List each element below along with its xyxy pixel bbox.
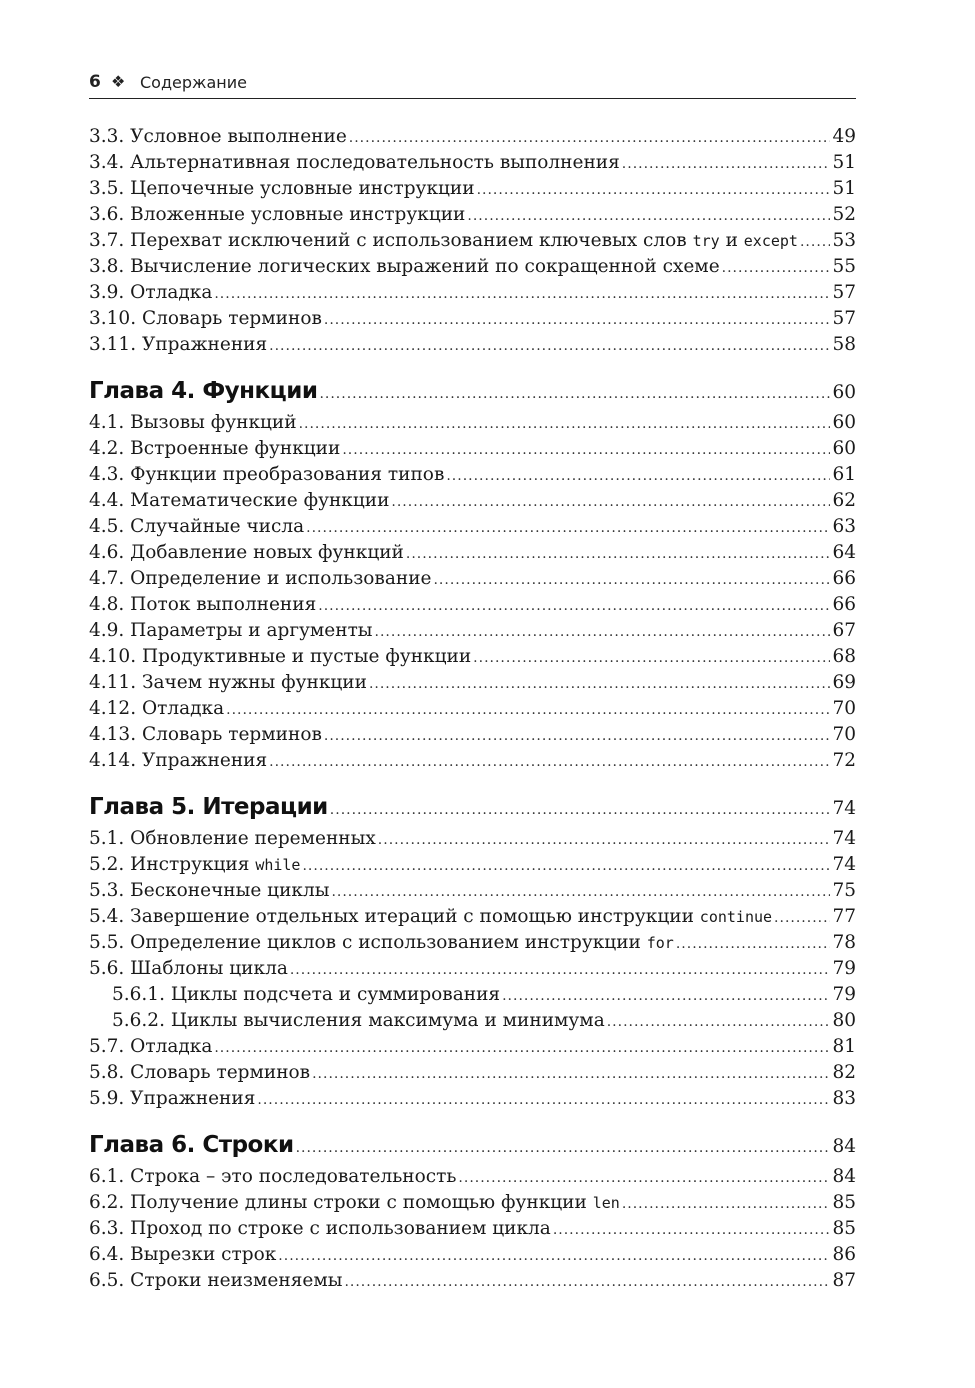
toc-entry-title	[89, 202, 465, 228]
toc-chapter-heading	[89, 792, 856, 822]
toc-title-text: 4.14. Упражнения	[89, 750, 268, 771]
toc-page-number: 79	[832, 984, 856, 1005]
toc-subentry	[89, 982, 856, 1008]
toc-page-number: 74	[832, 828, 856, 849]
toc-entry-title	[89, 644, 471, 670]
dot-leader	[312, 1061, 830, 1087]
dot-leader	[722, 255, 831, 281]
toc-title-text: 5.2. Инструкция	[89, 854, 256, 875]
toc-entry	[89, 514, 856, 540]
dot-leader	[290, 957, 831, 983]
toc-entry-title	[89, 696, 224, 722]
dot-leader	[214, 281, 830, 307]
toc-page-number: 62	[832, 490, 856, 511]
toc-entry	[89, 228, 856, 254]
toc-entry-title	[89, 376, 317, 406]
toc-entry-title	[89, 1164, 456, 1190]
ornament-icon: ❖	[111, 72, 126, 91]
toc-code-keyword: except	[743, 232, 798, 250]
toc-entry-title	[89, 228, 798, 254]
toc-page-number: 61	[832, 464, 856, 485]
toc-entry-title	[89, 514, 304, 540]
toc-entry	[89, 488, 856, 514]
toc-entry-title	[89, 254, 720, 280]
toc-page-number: 51	[832, 152, 856, 173]
toc-entry	[89, 956, 856, 982]
toc-page-number: 87	[832, 1270, 856, 1291]
toc-title-text: 5.9. Упражнения	[89, 1088, 256, 1109]
toc-title-text: 4.11. Зачем нужны функции	[89, 672, 367, 693]
toc-title-text: 3.6. Вложенные условные инструкции	[89, 204, 466, 225]
dot-leader	[553, 1217, 831, 1243]
toc-entry-title	[89, 748, 267, 774]
toc-title-text: 5.1. Обновление переменных	[89, 828, 376, 849]
dot-leader	[299, 411, 831, 437]
toc-entry	[89, 124, 856, 150]
toc-entry-title	[89, 332, 267, 358]
toc-page-number: 55	[832, 256, 856, 277]
dot-leader	[433, 567, 830, 593]
dot-leader	[774, 905, 830, 931]
toc-entry-title	[112, 982, 500, 1008]
toc-entry	[89, 826, 856, 852]
toc-entry	[89, 722, 856, 748]
dot-leader	[378, 827, 831, 853]
toc-entry	[89, 618, 856, 644]
toc-entry-title	[89, 592, 316, 618]
toc-entry	[89, 540, 856, 566]
toc-page-number: 52	[832, 204, 856, 225]
toc-page-number: 74	[832, 854, 856, 875]
toc-page-number: 68	[832, 646, 856, 667]
toc-entry	[89, 748, 856, 774]
toc-title-text: 6.2. Получение длины строки с помощью функции	[89, 1192, 593, 1213]
toc-page-number: 78	[832, 932, 856, 953]
toc-entry-title	[89, 566, 431, 592]
toc-page-number: 60	[832, 382, 856, 403]
toc-page-number: 49	[832, 126, 856, 147]
toc-entry	[89, 176, 856, 202]
toc-entry-title	[89, 722, 322, 748]
toc-title-text: 5.8. Словарь терминов	[89, 1062, 311, 1083]
toc-page-number: 84	[832, 1136, 856, 1157]
toc-page-number: 70	[832, 724, 856, 745]
table-of-contents	[89, 124, 856, 1294]
dot-leader	[342, 437, 830, 463]
toc-title-text: 4.3. Функции преобразования типов	[89, 464, 445, 485]
toc-entry-title	[89, 124, 347, 150]
toc-page-number: 82	[832, 1062, 856, 1083]
section-title: Содержание	[140, 73, 247, 92]
toc-page-number: 60	[832, 412, 856, 433]
toc-title-text: 5.6.2. Циклы вычисления максимума и минимума	[112, 1010, 605, 1031]
toc-entry-title	[89, 306, 322, 332]
toc-entry-title	[89, 1242, 276, 1268]
toc-entry-title	[89, 878, 329, 904]
toc-title-text: 4.1. Вызовы функций	[89, 412, 297, 433]
toc-entry-title	[89, 792, 328, 822]
dot-leader	[269, 749, 830, 775]
toc-entry	[89, 280, 856, 306]
dot-leader	[391, 489, 830, 515]
toc-title-text: 4.10. Продуктивные и пустые функции	[89, 646, 472, 667]
dot-leader	[226, 697, 830, 723]
toc-entry-title	[89, 852, 300, 878]
toc-title-text: 4.7. Определение и использование	[89, 568, 432, 589]
toc-page-number: 77	[832, 906, 856, 927]
toc-entry	[89, 332, 856, 358]
toc-page-number: 57	[832, 308, 856, 329]
dot-leader	[467, 203, 830, 229]
toc-title-text: Глава 4. Функции	[89, 378, 318, 404]
toc-code-keyword: for	[646, 934, 674, 952]
dot-leader	[446, 463, 830, 489]
dot-leader	[458, 1165, 830, 1191]
toc-entry	[89, 1190, 856, 1216]
toc-page-number: 83	[832, 1088, 856, 1109]
toc-title-text: 3.5. Цепочечные условные инструкции	[89, 178, 475, 199]
toc-entry-title	[89, 1060, 310, 1086]
toc-title-text: 3.10. Словарь терминов	[89, 308, 322, 329]
toc-title-text: 4.5. Случайные числа	[89, 516, 305, 537]
dot-leader	[502, 983, 830, 1009]
toc-chapter-heading	[89, 376, 856, 406]
toc-chapter-heading	[89, 1130, 856, 1160]
dot-leader	[269, 333, 830, 359]
toc-entry	[89, 1268, 856, 1294]
dot-leader	[406, 541, 831, 567]
dot-leader	[375, 619, 831, 645]
toc-page-number: 57	[832, 282, 856, 303]
dot-leader	[473, 645, 830, 671]
dot-leader	[331, 879, 830, 905]
toc-title-text: 6.4. Вырезки строк	[89, 1244, 277, 1265]
toc-title-text: 4.13. Словарь терминов	[89, 724, 322, 745]
dot-leader	[622, 151, 831, 177]
toc-title-text: 3.8. Вычисление логических выражений по сокращенной схеме	[89, 256, 720, 277]
dot-leader	[800, 229, 830, 255]
dot-leader	[296, 1133, 831, 1163]
toc-title-text: 4.6. Добавление новых функций	[89, 542, 404, 563]
toc-title-text: 4.9. Параметры и аргументы	[89, 620, 373, 641]
toc-page-number: 66	[832, 568, 856, 589]
toc-entry	[89, 410, 856, 436]
toc-entry	[89, 462, 856, 488]
dot-leader	[607, 1009, 831, 1035]
toc-entry	[89, 1060, 856, 1086]
toc-entry-title	[89, 1086, 255, 1112]
toc-code-keyword: continue	[699, 908, 773, 926]
toc-entry	[89, 930, 856, 956]
toc-title-text: Глава 5. Итерации	[89, 794, 328, 820]
toc-title-text: 5.5. Определение циклов с использованием инструкции	[89, 932, 647, 953]
toc-page-number: 63	[832, 516, 856, 537]
toc-page-number: 67	[832, 620, 856, 641]
toc-title-text: 5.6. Шаблоны цикла	[89, 958, 288, 979]
toc-entry	[89, 592, 856, 618]
toc-title-text: 3.7. Перехват исключений с использованием ключевых слов	[89, 230, 693, 251]
dot-leader	[278, 1243, 830, 1269]
running-header	[89, 70, 856, 99]
toc-entry	[89, 566, 856, 592]
toc-entry	[89, 1242, 856, 1268]
dot-leader	[369, 671, 831, 697]
toc-title-text: 3.11. Упражнения	[89, 334, 268, 355]
toc-code-keyword: while	[255, 856, 301, 874]
toc-page-number: 69	[832, 672, 856, 693]
toc-page-number: 80	[832, 1010, 856, 1031]
dot-leader	[306, 515, 830, 541]
toc-entry-title	[89, 150, 620, 176]
toc-page-number: 70	[832, 698, 856, 719]
toc-title-text: и	[719, 230, 744, 251]
toc-entry-title	[89, 826, 376, 852]
toc-page-number: 81	[832, 1036, 856, 1057]
toc-entry	[89, 150, 856, 176]
toc-page-number: 74	[832, 798, 856, 819]
toc-page-number: 86	[832, 1244, 856, 1265]
toc-entry	[89, 1034, 856, 1060]
toc-title-text: 4.2. Встроенные функции	[89, 438, 341, 459]
toc-entry-title	[89, 280, 212, 306]
toc-page-number: 79	[832, 958, 856, 979]
dot-leader	[622, 1191, 831, 1217]
toc-entry-title	[89, 540, 404, 566]
toc-title-text: 6.1. Строка – это последовательность	[89, 1166, 457, 1187]
dot-leader	[676, 931, 831, 957]
toc-page-number: 85	[832, 1192, 856, 1213]
toc-title-text: 4.8. Поток выполнения	[89, 594, 317, 615]
toc-page-number: 75	[832, 880, 856, 901]
toc-page-number: 84	[832, 1166, 856, 1187]
dot-leader	[349, 125, 831, 151]
toc-title-text: 3.4. Альтернативная последовательность выполнения	[89, 152, 620, 173]
toc-title-text: Глава 6. Строки	[89, 1132, 294, 1158]
toc-title-text: 5.6.1. Циклы подсчета и суммирования	[112, 984, 501, 1005]
toc-entry	[89, 878, 856, 904]
toc-page-number: 60	[832, 438, 856, 459]
toc-entry-title	[89, 904, 772, 930]
toc-entry-title	[89, 670, 367, 696]
toc-title-text: 5.4. Завершение отдельных итераций с помощью инструкции	[89, 906, 700, 927]
toc-entry-title	[89, 1034, 212, 1060]
toc-entry-title	[89, 462, 444, 488]
toc-entry-title	[89, 1268, 342, 1294]
toc-entry	[89, 1086, 856, 1112]
toc-page-number: 85	[832, 1218, 856, 1239]
toc-code-keyword: len	[592, 1194, 620, 1212]
toc-entry-title	[89, 410, 297, 436]
toc-title-text: 3.9. Отладка	[89, 282, 213, 303]
toc-entry-title	[89, 488, 389, 514]
toc-entry	[89, 436, 856, 462]
toc-entry-title	[89, 930, 674, 956]
toc-title-text: 6.3. Проход по строке с использованием цикла	[89, 1218, 551, 1239]
toc-entry	[89, 306, 856, 332]
toc-entry-title	[89, 1190, 620, 1216]
dot-leader	[324, 307, 831, 333]
toc-page-number: 64	[832, 542, 856, 563]
toc-title-text: 4.12. Отладка	[89, 698, 225, 719]
toc-title-text: 3.3. Условное выполнение	[89, 126, 347, 147]
toc-subentry	[89, 1008, 856, 1034]
toc-entry-title	[89, 176, 475, 202]
toc-title-text: 5.7. Отладка	[89, 1036, 213, 1057]
dot-leader	[257, 1087, 830, 1113]
toc-page-number: 51	[832, 178, 856, 199]
dot-leader	[330, 795, 831, 825]
toc-entry-title	[89, 618, 373, 644]
dot-leader	[318, 593, 830, 619]
toc-entry-title	[112, 1008, 605, 1034]
page-number: 6	[89, 72, 101, 92]
toc-entry-title	[89, 1130, 294, 1160]
toc-entry	[89, 852, 856, 878]
toc-title-text: 5.3. Бесконечные циклы	[89, 880, 330, 901]
dot-leader	[214, 1035, 830, 1061]
toc-entry	[89, 202, 856, 228]
toc-entry-title	[89, 436, 340, 462]
dot-leader	[319, 379, 830, 409]
toc-entry-title	[89, 956, 288, 982]
toc-page-number: 66	[832, 594, 856, 615]
toc-entry	[89, 904, 856, 930]
toc-entry-title	[89, 1216, 551, 1242]
toc-entry	[89, 1216, 856, 1242]
toc-entry	[89, 644, 856, 670]
toc-page-number: 58	[832, 334, 856, 355]
toc-entry	[89, 254, 856, 280]
dot-leader	[344, 1269, 830, 1295]
toc-code-keyword: try	[692, 232, 720, 250]
toc-page-number: 72	[832, 750, 856, 771]
toc-page-number: 53	[832, 230, 856, 251]
dot-leader	[302, 853, 830, 879]
toc-entry	[89, 670, 856, 696]
dot-leader	[324, 723, 831, 749]
toc-entry	[89, 1164, 856, 1190]
dot-leader	[477, 177, 831, 203]
toc-title-text: 4.4. Математические функции	[89, 490, 390, 511]
toc-title-text: 6.5. Строки неизменяемы	[89, 1270, 343, 1291]
toc-entry	[89, 696, 856, 722]
